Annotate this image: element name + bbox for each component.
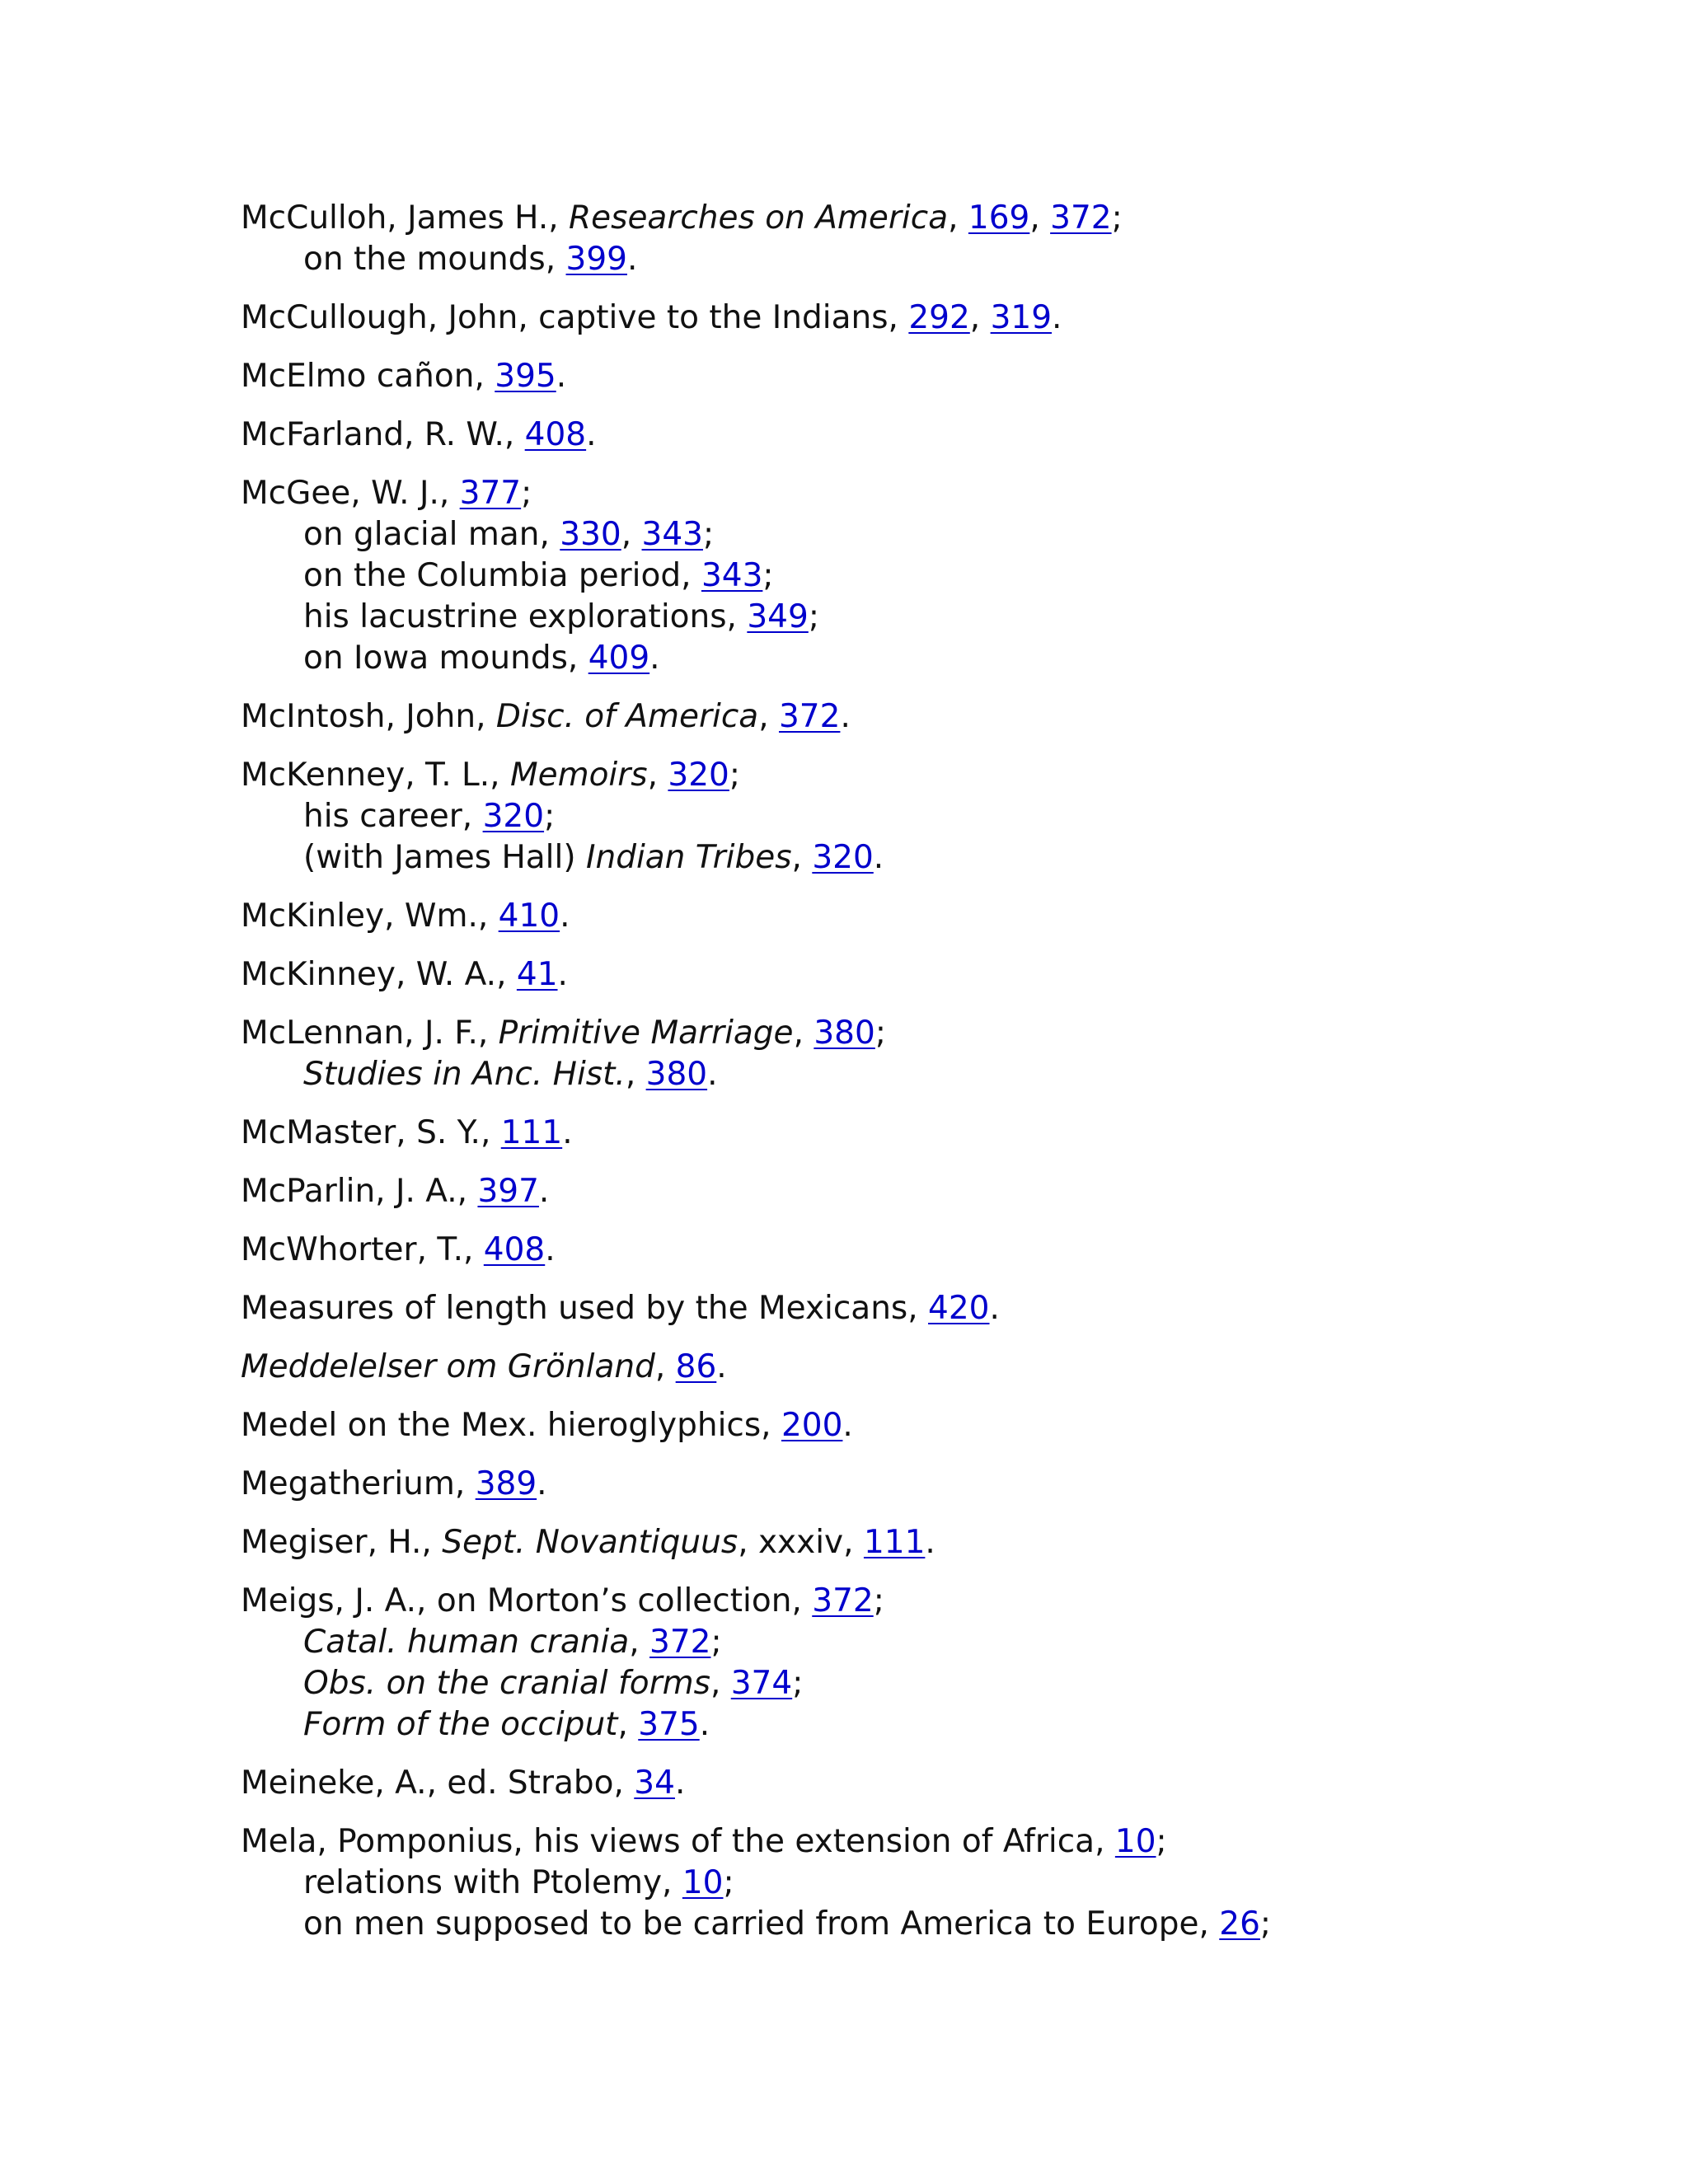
italic-title-text: Meddelelser om Grönland: [241, 1348, 655, 1385]
entry-text: ,: [647, 757, 668, 794]
italic-title-text: Catal. human crania: [303, 1624, 630, 1661]
entry-text: on the mounds,: [303, 241, 566, 278]
entry-text: McMaster, S. Y.,: [241, 1114, 501, 1151]
entry-text: his lacustrine explorations,: [303, 598, 748, 635]
index-entry: [241, 298, 1642, 339]
page-link[interactable]: 343: [641, 516, 703, 553]
page-link[interactable]: 395: [495, 358, 556, 395]
entry-text: his career,: [303, 798, 483, 835]
index-entry: [241, 356, 1642, 397]
page-link[interactable]: 320: [482, 798, 545, 835]
entry-text: Medel on the Mex. hieroglyphics,: [241, 1407, 781, 1444]
entry-text: ,: [629, 1624, 650, 1661]
entry-text: Measures of length used by the Mexicans,: [241, 1290, 929, 1327]
entry-text: ;: [808, 598, 819, 635]
entry-text: McLennan, J. F.,: [241, 1015, 499, 1052]
entry-text: ,: [625, 1056, 646, 1093]
index-subentry-line: [241, 638, 1642, 679]
entry-text: ,: [710, 1665, 731, 1702]
entry-text: .: [707, 1056, 718, 1093]
index-heading-line: [241, 473, 1642, 514]
entry-text: .: [627, 241, 638, 278]
entry-text: Megiser, H.,: [241, 1524, 443, 1561]
entry-text: .: [537, 1465, 547, 1502]
entry-text: ,: [654, 1348, 676, 1385]
entry-text: on men supposed to be carried from America to Europe,: [303, 1905, 1220, 1943]
entry-text: Meineke, A., ed. Strabo,: [241, 1765, 635, 1802]
entry-text: McWhorter, T.,: [241, 1231, 484, 1268]
page-link[interactable]: 410: [498, 898, 560, 935]
entry-text: .: [989, 1290, 1000, 1327]
index-entry: [241, 1522, 1642, 1563]
italic-title-text: Indian Tribes: [585, 839, 792, 876]
index-heading-line: [241, 1405, 1642, 1446]
page-link[interactable]: 320: [812, 839, 874, 876]
index-entry: [241, 1230, 1642, 1271]
entry-text: ;: [762, 557, 774, 594]
italic-title-text: Researches on America: [569, 199, 949, 237]
page-link[interactable]: 343: [701, 557, 763, 594]
entry-text: , xxxiv,: [738, 1524, 864, 1561]
page-link[interactable]: 372: [812, 1582, 874, 1619]
italic-title-text: Form of the occiput: [303, 1706, 618, 1743]
page-link[interactable]: 389: [475, 1465, 537, 1502]
index-heading-line: [241, 896, 1642, 937]
index-subentry-line: [241, 1904, 1642, 1945]
entry-text: ;: [702, 516, 715, 553]
entry-text: McKenney, T. L.,: [241, 757, 510, 794]
page-link[interactable]: 10: [682, 1864, 724, 1901]
page-link[interactable]: 320: [668, 757, 729, 794]
italic-title-text: Primitive Marriage: [498, 1015, 794, 1052]
entry-text: ;: [873, 1582, 884, 1619]
entry-text: ;: [723, 1864, 734, 1901]
entry-text: ;: [544, 798, 556, 835]
entry-text: Mela, Pomponius, his views of the extension of Africa,: [241, 1823, 1115, 1860]
index-heading-line: [241, 1171, 1642, 1212]
italic-title-text: Sept. Novantiquus: [442, 1524, 738, 1561]
index-subentry-line: [241, 239, 1642, 280]
entry-text: ;: [710, 1624, 722, 1661]
index-heading-line: [241, 298, 1642, 339]
index-heading-line: [241, 1763, 1642, 1804]
page-link[interactable]: 408: [524, 416, 587, 453]
entry-text: Meigs, J. A., on Morton’s collection,: [241, 1582, 813, 1619]
entry-text: ,: [948, 199, 968, 237]
page-link[interactable]: 292: [908, 299, 970, 336]
entry-text: .: [649, 640, 660, 677]
entry-text: .: [556, 358, 567, 395]
page-link[interactable]: 374: [730, 1665, 793, 1702]
index-page: [241, 198, 1642, 1962]
page-link[interactable]: 330: [560, 516, 621, 553]
page-link[interactable]: 200: [781, 1407, 843, 1444]
entry-text: .: [586, 416, 597, 453]
italic-title-text: Obs. on the cranial forms: [303, 1665, 710, 1702]
page-link[interactable]: 86: [675, 1348, 717, 1385]
entry-text: .: [538, 1173, 550, 1210]
entry-text: McElmo cañon,: [241, 358, 495, 395]
index-entry: [241, 1347, 1642, 1388]
italic-title-text: Studies in Anc. Hist.: [303, 1056, 626, 1093]
index-entry: [241, 1464, 1642, 1505]
entry-text: (with James Hall): [303, 839, 586, 876]
index-subentry-line: [241, 1622, 1642, 1663]
entry-text: ,: [1029, 199, 1051, 237]
entry-text: .: [562, 1114, 573, 1151]
index-entry: [241, 1581, 1642, 1746]
italic-title-text: Disc. of America: [495, 698, 759, 735]
page-link[interactable]: 377: [459, 475, 522, 512]
index-heading-line: [241, 696, 1642, 738]
entry-text: ,: [969, 299, 991, 336]
index-subentry-line: [241, 597, 1642, 638]
page-link[interactable]: 372: [778, 698, 841, 735]
page-link[interactable]: 399: [565, 241, 627, 278]
entry-text: on Iowa mounds,: [303, 640, 588, 677]
entry-text: ,: [793, 1015, 814, 1052]
italic-title-text: Memoirs: [509, 757, 648, 794]
page-link[interactable]: 111: [500, 1114, 563, 1151]
index-subentry-line: [241, 837, 1642, 879]
page-link[interactable]: 169: [968, 199, 1030, 237]
index-heading-line: [241, 1581, 1642, 1622]
index-entry: [241, 1113, 1642, 1154]
index-entry: [241, 1821, 1642, 1945]
entry-text: .: [699, 1706, 710, 1743]
entry-text: .: [873, 839, 884, 876]
page-link[interactable]: 10: [1114, 1823, 1156, 1860]
entry-text: ;: [1156, 1823, 1167, 1860]
index-entry: [241, 1405, 1642, 1446]
index-heading-line: [241, 1113, 1642, 1154]
entry-text: ;: [792, 1665, 804, 1702]
entry-text: .: [557, 956, 568, 993]
index-entry: [241, 415, 1642, 456]
entry-text: .: [674, 1765, 686, 1802]
page-link[interactable]: 319: [990, 299, 1053, 336]
entry-text: .: [545, 1231, 556, 1268]
page-link[interactable]: 26: [1219, 1905, 1260, 1943]
index-entry: [241, 696, 1642, 738]
entry-text: ;: [1111, 199, 1123, 237]
entry-text: McKinney, W. A.,: [241, 956, 517, 993]
page-link[interactable]: 375: [638, 1706, 700, 1743]
entry-text: on the Columbia period,: [303, 557, 701, 594]
index-entry: [241, 473, 1642, 679]
index-entry: [241, 954, 1642, 996]
index-entry: [241, 755, 1642, 879]
index-subentry-line: [241, 514, 1642, 555]
entry-text: ,: [617, 1706, 639, 1743]
index-subentry-line: [241, 1863, 1642, 1904]
page-link[interactable]: 408: [483, 1231, 546, 1268]
entry-text: .: [1052, 299, 1062, 336]
index-heading-line: [241, 356, 1642, 397]
page-link[interactable]: 111: [863, 1524, 926, 1561]
entry-text: ;: [729, 757, 741, 794]
index-heading-line: [241, 198, 1642, 239]
entry-text: relations with Ptolemy,: [303, 1864, 682, 1901]
index-entry: [241, 1288, 1642, 1329]
entry-text: McParlin, J. A.,: [241, 1173, 478, 1210]
entry-text: ;: [874, 1015, 886, 1052]
index-heading-line: [241, 1464, 1642, 1505]
page-link[interactable]: 41: [516, 956, 558, 993]
index-heading-line: [241, 1347, 1642, 1388]
page-link[interactable]: 397: [477, 1173, 539, 1210]
entry-text: McCullough, John, captive to the Indians,: [241, 299, 909, 336]
index-entry: [241, 1763, 1642, 1804]
index-heading-line: [241, 1288, 1642, 1329]
index-entry: [241, 1013, 1642, 1095]
index-heading-line: [241, 1821, 1642, 1863]
page-link[interactable]: 380: [814, 1015, 875, 1052]
page-link[interactable]: 34: [634, 1765, 675, 1802]
entry-text: ,: [791, 839, 813, 876]
page-link[interactable]: 372: [649, 1624, 711, 1661]
entry-text: McGee, W. J.,: [241, 475, 460, 512]
index-subentry-line: [241, 1663, 1642, 1704]
entry-text: McKinley, Wm.,: [241, 898, 499, 935]
entry-text: on glacial man,: [303, 516, 560, 553]
index-heading-line: [241, 1013, 1642, 1054]
entry-text: McCulloh, James H.,: [241, 199, 570, 237]
entry-text: .: [560, 898, 570, 935]
entry-text: .: [925, 1524, 935, 1561]
entry-text: .: [840, 698, 851, 735]
index-heading-line: [241, 755, 1642, 796]
index-subentry-line: [241, 1704, 1642, 1746]
page-link[interactable]: 372: [1050, 199, 1112, 237]
index-heading-line: [241, 1522, 1642, 1563]
index-subentry-line: [241, 1054, 1642, 1095]
index-subentry-line: [241, 796, 1642, 837]
index-heading-line: [241, 954, 1642, 996]
entry-text: ,: [758, 698, 779, 735]
index-entry: [241, 198, 1642, 280]
index-subentry-line: [241, 555, 1642, 597]
entry-text: .: [842, 1407, 853, 1444]
page-link[interactable]: 420: [928, 1290, 990, 1327]
index-entry: [241, 1171, 1642, 1212]
entry-text: ;: [1259, 1905, 1272, 1943]
page-link[interactable]: 349: [747, 598, 809, 635]
index-heading-line: [241, 1230, 1642, 1271]
entry-text: ;: [521, 475, 532, 512]
entry-text: McFarland, R. W.,: [241, 416, 525, 453]
entry-text: ,: [621, 516, 642, 553]
index-entry: [241, 896, 1642, 937]
page-link[interactable]: 380: [645, 1056, 708, 1093]
entry-text: Megatherium,: [241, 1465, 476, 1502]
index-heading-line: [241, 415, 1642, 456]
entry-text: .: [716, 1348, 727, 1385]
entry-text: McIntosh, John,: [241, 698, 496, 735]
page-link[interactable]: 409: [588, 640, 650, 677]
